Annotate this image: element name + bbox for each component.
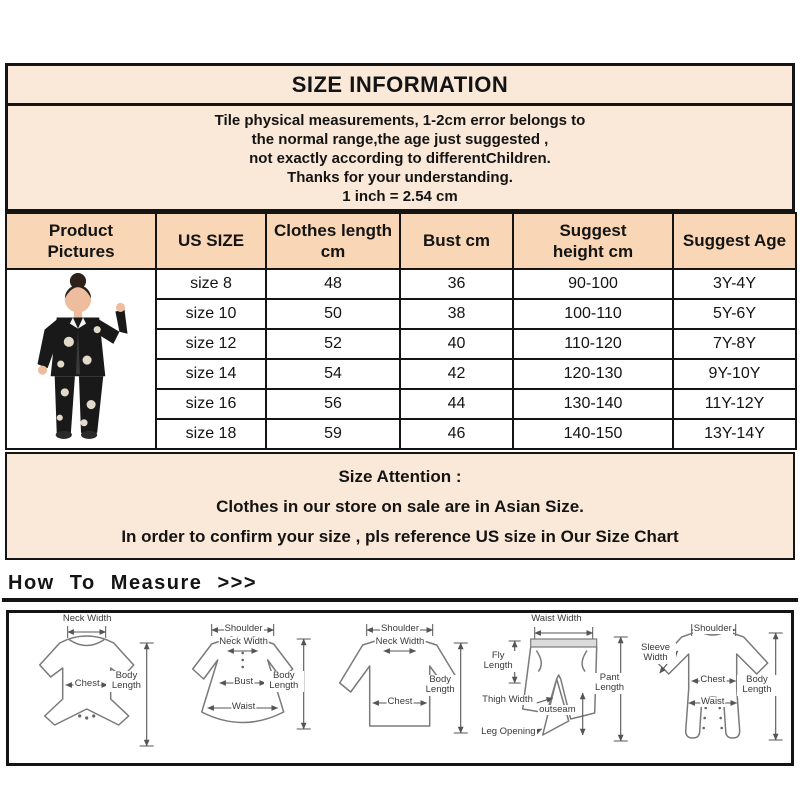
cell-clothes-length: 52 [266,329,400,359]
product-photo-cell [6,269,156,449]
note-line: not exactly according to differentChildren. [249,150,551,167]
cell-bust: 38 [400,299,513,329]
size-chart-table [5,212,797,450]
measure-diagram-shorts [478,613,634,763]
label-neck-width: Neck Width [219,636,268,647]
attention-title: Size Attention : [338,467,462,486]
note-line: the normal range,the age just suggested , [251,131,549,148]
cell-suggest-height: 100-110 [513,299,673,329]
measure-diagram-strip [6,610,794,766]
label-body-length: Body Length [737,675,777,696]
cell-suggest-age: 13Y-14Y [673,419,796,449]
label-waist: Waist [701,696,725,707]
note-line: Tile physical measurements, 1-2cm error belongs to [214,112,586,129]
label-neck-width: Neck Width [62,613,112,624]
cell-suggest-age: 5Y-6Y [673,299,796,329]
how-to-measure-title: How To Measure >>> [8,572,258,594]
cell-suggest-age: 11Y-12Y [673,389,796,419]
attention-line: In order to confirm your size , pls reference US size in Our Size Chart [121,527,679,546]
cell-us-size: size 8 [156,269,266,299]
label-bust: Bust [234,676,254,687]
label-sleeve-width: Sleeve Width [636,643,676,664]
label-thigh-width: Thigh Width [482,694,533,705]
note-line: 1 inch = 2.54 cm [342,188,458,205]
label-chest: Chest [700,674,726,685]
label-chest: Chest [74,678,100,689]
label-chest: Chest [387,696,413,707]
cell-clothes-length: 48 [266,269,400,299]
cell-clothes-length: 50 [266,299,400,329]
label-body-length: Body Length [264,671,304,692]
label-pant-length: Pant Length [591,673,629,694]
cell-suggest-age: 9Y-10Y [673,359,796,389]
attention-line: Clothes in our store on sale are in Asian Size. [216,497,584,516]
label-fly-length: Fly Length [480,651,516,672]
cell-bust: 42 [400,359,513,389]
label-shoulder: Shoulder [224,623,263,634]
table-header-row [6,213,796,269]
cell-clothes-length: 54 [266,359,400,389]
measure-diagram-dress [165,613,321,763]
size-attention-box [5,452,795,560]
cell-bust: 36 [400,269,513,299]
cell-us-size: size 12 [156,329,266,359]
col-suggest-height: Suggest height cm [513,213,673,269]
cell-clothes-length: 56 [266,389,400,419]
cell-us-size: size 16 [156,389,266,419]
cell-suggest-height: 110-120 [513,329,673,359]
table-row [6,269,796,299]
product-photo-girl-pajamas-icon [20,271,142,443]
cell-bust: 40 [400,329,513,359]
col-bust: Bust cm [400,213,513,269]
col-product-pictures: Product Pictures [6,213,156,269]
cell-us-size: size 10 [156,299,266,329]
cell-suggest-height: 90-100 [513,269,673,299]
cell-suggest-height: 130-140 [513,389,673,419]
cell-us-size: size 14 [156,359,266,389]
label-body-length: Body Length [106,671,146,692]
cell-suggest-height: 140-150 [513,419,673,449]
size-info-box [5,63,795,212]
cell-clothes-length: 59 [266,419,400,449]
label-waist: Waist [231,701,256,712]
col-suggest-age: Suggest Age [673,213,796,269]
measure-diagram-romper [635,613,791,763]
divider [2,598,798,602]
cell-suggest-age: 3Y-4Y [673,269,796,299]
cell-us-size: size 18 [156,419,266,449]
page-title: SIZE INFORMATION [8,66,792,106]
col-us-size: US SIZE [156,213,266,269]
label-body-length: Body Length [420,675,460,696]
label-leg-opening: Leg Opening [481,726,536,737]
cell-bust: 44 [400,389,513,419]
col-clothes-length: Clothes length cm [266,213,400,269]
cell-suggest-age: 7Y-8Y [673,329,796,359]
note-line: Thanks for your understanding. [287,169,513,186]
label-shoulder: Shoulder [380,623,419,634]
measure-diagram-shirt [322,613,478,763]
cell-bust: 46 [400,419,513,449]
label-neck-width: Neck Width [375,636,425,647]
label-outseam: outseam [539,704,576,715]
label-waist-width: Waist Width [531,613,582,624]
cell-suggest-height: 120-130 [513,359,673,389]
label-shoulder: Shoulder [693,623,732,634]
measurement-notes [8,106,792,209]
measure-diagram-bodysuit [9,613,165,763]
